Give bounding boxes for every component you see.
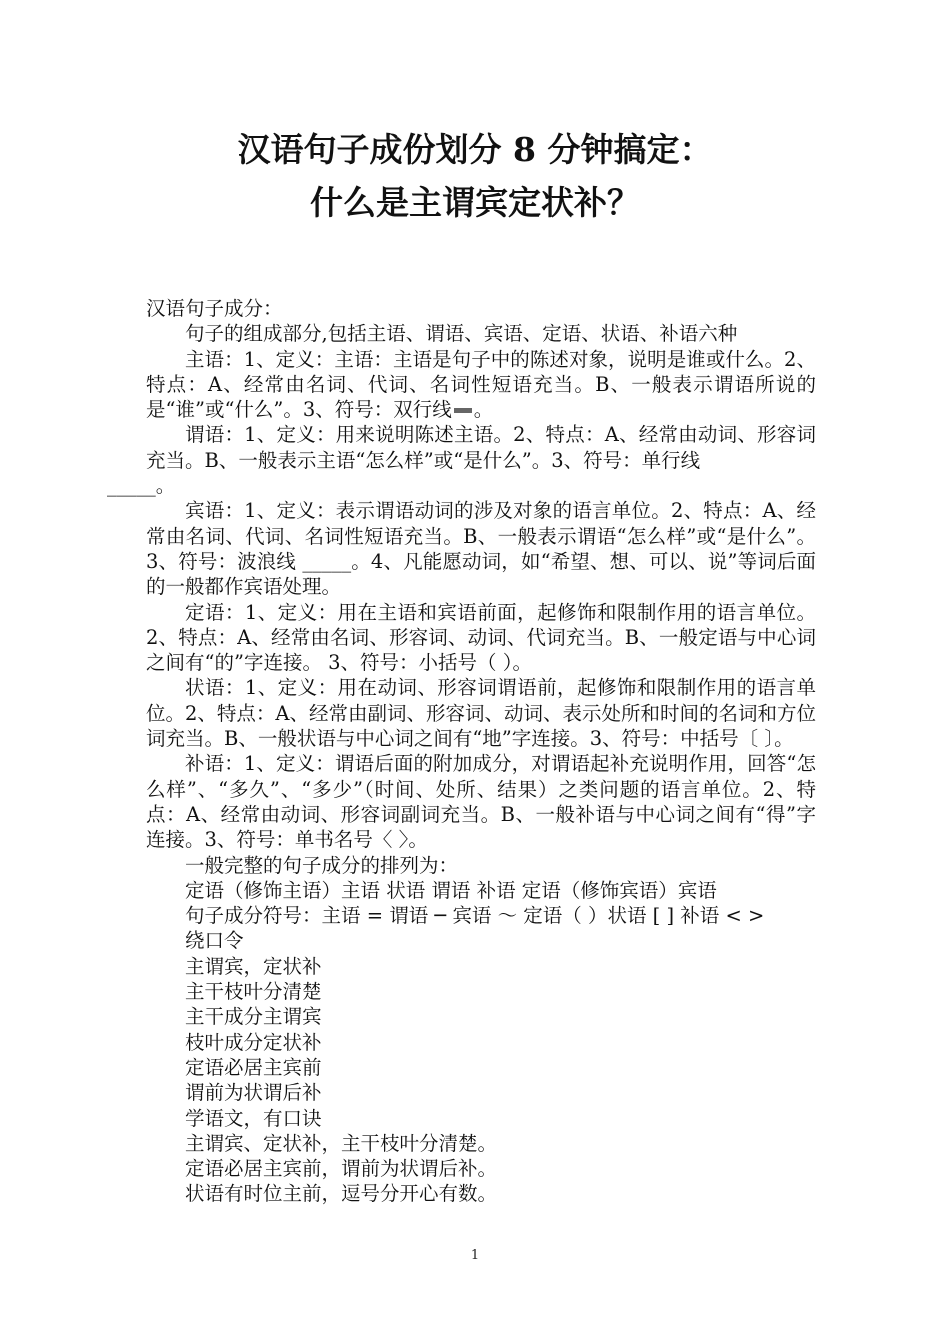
subject-end: 。 (473, 398, 494, 422)
predicate-paragraph (107, 422, 816, 498)
rhyme-line: 谓前为状谓后补 (185, 1081, 322, 1105)
subject-text: 主语：1、定义：主语：主语是句子中的陈述对象，说明是谁或什么。2、特点：A、经常由名词、代词、名词性短语充当。B、一般表示谓语所说的是“谁”或“什么”。3、符号：双行线 (146, 347, 816, 422)
subject-paragraph (146, 347, 816, 423)
document-title-line-1: 汉语句子成份划分 8 分钟搞定： (237, 130, 713, 169)
predicate-blank: _____ (107, 474, 156, 498)
complement-paragraph: 补语：1、定义：谓语后面的附加成分，对谓语起补充说明作用，回答“怎么样”、“多久”、“多少”（时间、处所、结果）之类问题的语言单位。2、特点：A、经常由动词、形容词副词充当。B、一般补语与中心词之间有“得”字连接。3、符号：单书名号〈 〉。 (146, 752, 816, 852)
rhyme-line: 学语文，有口诀 (185, 1106, 322, 1130)
adverbial-paragraph: 状语：1、定义：用在动词、形容词谓语前，起修饰和限制作用的语言单位。2、特点：A、经常由副词、形容词、动词、表示处所和时间的名词和方位词充当。B、一般状语与中心词之间有“地”字连接。3、符号：中括号〔 〕。 (146, 676, 816, 751)
rhyme-line: 定语必居主宾前，谓前为状谓后补。 (185, 1157, 498, 1181)
rhyme-line: 主谓宾，定状补 (185, 954, 322, 978)
rhyme-line: 状语有时位主前，逗号分开心有数。 (185, 1182, 498, 1206)
document-title-line-2: 什么是主谓宾定状补？ (310, 183, 640, 222)
intro-heading: 汉语句子成分： (146, 297, 283, 320)
predicate-text: 谓语：1、定义：用来说明陈述主语。2、特点：A、经常由动词、形容词充当。B、一般表示主语“怎么样”或“是什么”。3、符号：单行线 (146, 423, 816, 472)
order-sequence: 定语（修饰主语）主语 状语 谓语 补语 定语（修饰宾语）宾语 (185, 878, 717, 902)
page-number: 1 (470, 1248, 480, 1263)
rhyme-line: 主干成分主谓宾 (185, 1005, 322, 1029)
rhyme-line: 枝叶成分定状补 (185, 1030, 322, 1054)
rhyme-line: 主谓宾、定状补，主干枝叶分清楚。 (185, 1131, 498, 1155)
predicate-end: 。 (155, 474, 176, 498)
intro-summary: 句子的组成部分,包括主语、谓语、宾语、定语、状语、补语六种 (185, 322, 738, 346)
rhyme-heading: 绕口令 (185, 929, 244, 953)
double-line-symbol (454, 408, 472, 413)
rhyme-line: 定语必居主宾前 (185, 1055, 322, 1079)
attribute-paragraph: 定语：1、定义：用在主语和宾语前面，起修饰和限制作用的语言单位。2、特点：A、经常由名词、形容词、动词、代词充当。B、一般定语与中心词之间有“的”字连接。 3、符号：小括号（ ）。 (146, 600, 816, 675)
order-symbols: 句子成分符号：主语 = 谓语 ─ 宾语 ～ 定语（ ）状语 [ ] 补语 < > (185, 904, 765, 928)
order-heading: 一般完整的句子成分的排列为： (185, 853, 459, 877)
object-paragraph: 宾语：1、定义：表示谓语动词的涉及对象的语言单位。2、特点：A、经常由名词、代词、名词性短语充当。B、一般表示谓语“怎么样”或“是什么”。3、符号：波浪线 _____。4、凡能愿动词，如“希望、想、可以、说”等词后面的一般都作宾语处理。 (146, 499, 816, 599)
document-body (107, 296, 816, 1207)
rhyme-line: 主干枝叶分清楚 (185, 980, 322, 1004)
